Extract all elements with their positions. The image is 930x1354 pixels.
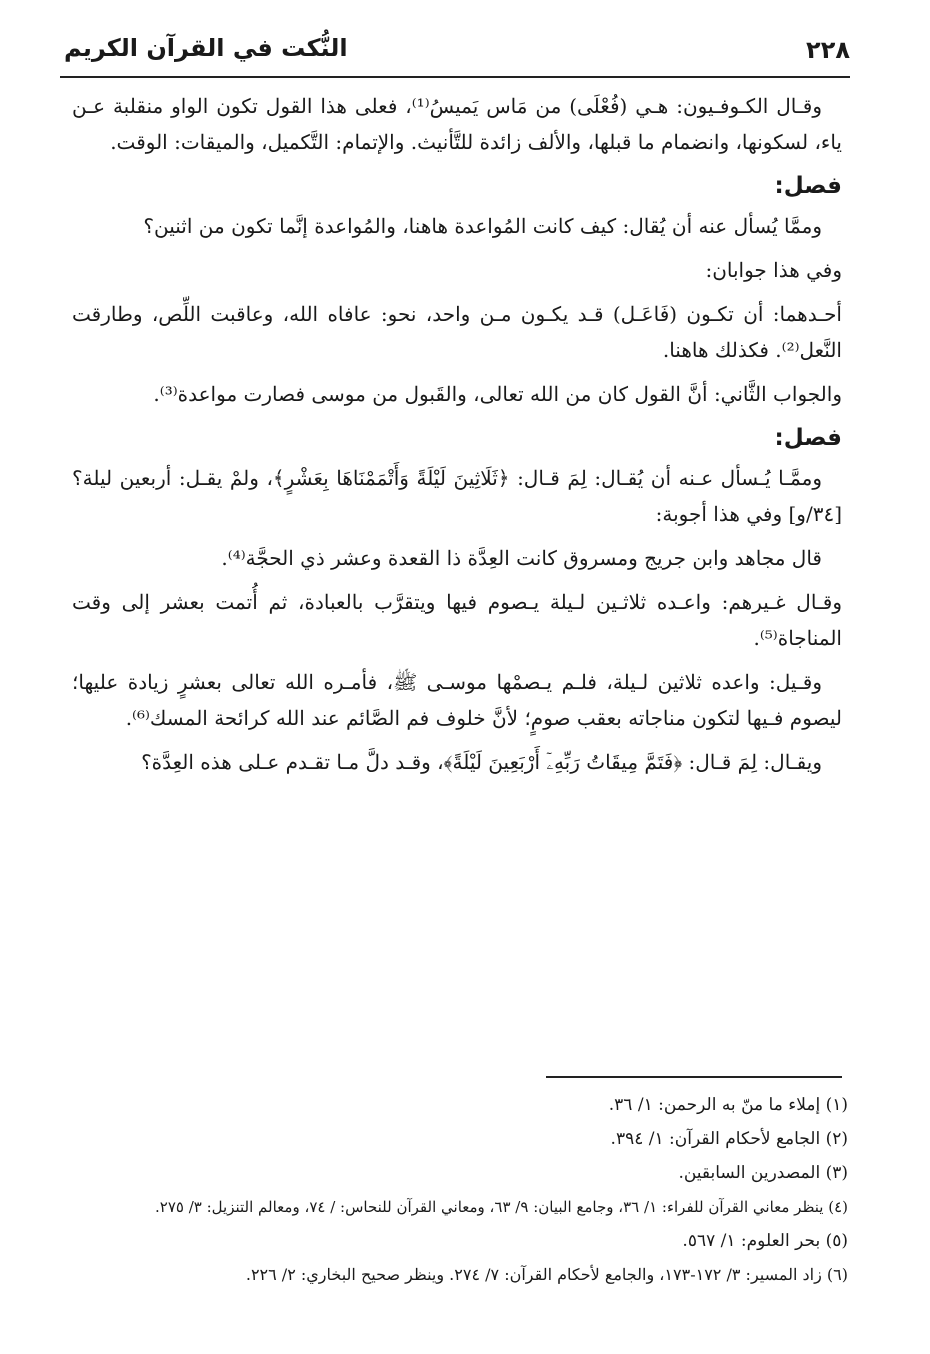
footnotes — [72, 1088, 848, 1292]
section-heading-fasl-1: فصل: — [774, 173, 842, 199]
paragraph-mujahid: قال مجاهد وابن جريج ومسروق كانت العِدَّة ذا القعدة وعشر ذي الحجَّة⁽⁴⁾. — [221, 546, 822, 570]
footnote-4: (٤) ينظر معاني القرآن للفراء: ١/ ٣٦، وجامع البيان: ٩/ ٦٣، ومعاني القرآن للنحاس: / ٧٤، ومعالم التنزيل: ٣/ ٢٧٥. — [155, 1198, 848, 1216]
section-heading-fasl-2: فصل: — [774, 425, 842, 451]
paragraph-others: وقـال غـيرهم: واعـده ثلاثـين لـيلة يـصوم فيها ويتقرَّب بالعبادة، ثم أُتمت بعشر إلى وقت المناجاة⁽⁵⁾. — [72, 590, 842, 650]
paragraph-yuqal: ويقـال: لِمَ قـال: ﴿فَتَمَّ مِيقَاتُ رَبِّهِۦٓ أَرْبَعِينَ لَيْلَةً﴾، وقـد دلَّ مـا تقـدم عـلى هذه العِدَّة؟ — [141, 750, 822, 774]
page-header — [60, 28, 850, 72]
paragraph-kufiyyun: وقـال الكـوفـيون: هـي (فُعْلَى) من مَاس يَميسُ⁽¹⁾، فعلى هذا القول تكون الواو منقلبة عـن ياء، لسكونها، وانضمام ما قبلها، والألف زائدة للتَّأنيث. والإتمام: التَّكميل، والميقات: الوقت. — [72, 94, 842, 154]
paragraph-question-thirty-nights: وممَّـا يُـسأل عـنه أن يُقـال: لِمَ قـال: ﴿ثَلَاثِينَ لَيْلَةً وَأَتْمَمْنَاهَا بِعَشْرٍ﴾، ولمْ يقـل: أربعين ليلة؟ [٣٤/و] وفي هذا أجوبة: — [72, 466, 842, 526]
paragraph-question-muwaada: وممَّا يُسأل عنه أن يُقال: كيف كانت المُواعدة هاهنا، والمُواعدة إنَّما تكون من اثنين؟ — [143, 214, 822, 238]
header-rule — [60, 76, 850, 78]
paragraph-qila: وقـيل: واعده ثلاثين لـيلة، فلـم يـصمْها موسـى ﷺ، فأمـره الله تعالى بعشرٍ زيادة عليها؛ ليصوم فـيها لتكون مناجاته بعقب صومٍ؛ لأنَّ خلوف فم الصَّائم عند الله كرائحة المسك⁽⁶⁾. — [72, 670, 842, 730]
footnote-6: (٦) زاد المسير: ٣/ ١٧٢-١٧٣، والجامع لأحكام القرآن: ٧/ ٢٧٤. وينظر صحيح البخاري: ٢/ ٢٢٦. — [245, 1265, 848, 1284]
paragraph-first-answer: أحـدهما: أن تكـون (فَاعَـل) قـد يكـون مـن واحد، نحو: عافاه الله، وعاقبت اللِّص، وطارقت النَّعل⁽²⁾. فكذلك هاهنا. — [72, 302, 842, 362]
main-text — [72, 88, 842, 788]
paragraph-second-answer: والجواب الثَّاني: أنَّ القول كان من الله تعالى، والقَبول من موسى فصارت مواعدة⁽³⁾. — [153, 382, 842, 406]
running-title: النُّكت في القرآن الكريم — [64, 34, 348, 62]
footnote-3: (٣) المصدرين السابقين. — [678, 1163, 848, 1183]
footnote-1: (١) إملاء ما منّ به الرحمن: ١/ ٣٦. — [608, 1095, 848, 1115]
footnote-5: (٥) بحر العلوم: ١/ ٥٦٧. — [682, 1231, 848, 1251]
footnote-2: (٢) الجامع لأحكام القرآن: ١/ ٣٩٤. — [610, 1129, 848, 1149]
footnote-rule — [546, 1076, 842, 1078]
page-number: ٢٢٨ — [806, 36, 850, 64]
paragraph-two-answers: وفي هذا جوابان: — [705, 258, 842, 282]
